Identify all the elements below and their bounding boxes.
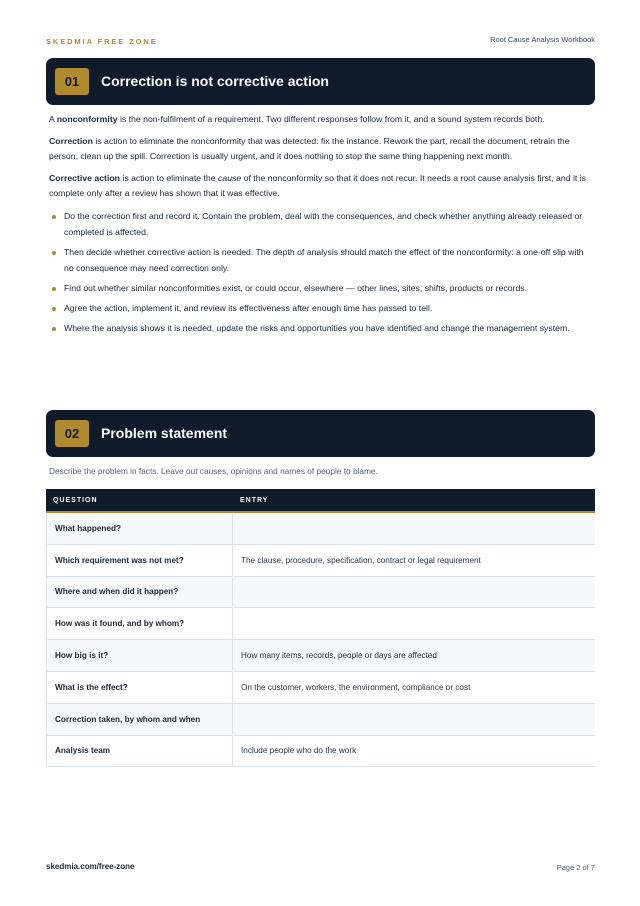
question-cell: How was it found, and by whom? <box>47 608 233 639</box>
entry-cell[interactable] <box>233 704 595 735</box>
section-header-correction <box>46 58 595 105</box>
page-number: Page 2 of 7 <box>556 863 595 872</box>
section-number-badge: 02 <box>55 420 89 447</box>
list-item: Find out whether similar nonconformities exist, or could occur, elsewhere — other lines, sites, shifts, products or records. <box>49 280 595 296</box>
bullet-dot-icon <box>52 251 56 255</box>
list-item: Agree the action, implement it, and review its effectiveness after enough time has passed to tell. <box>49 300 595 316</box>
question-cell: Correction taken, by whom and when <box>47 704 233 735</box>
paragraph-corrective-action: Corrective action is action to eliminate the cause of the nonconformity so that it does not recur. It needs a root cause analysis first, and it is complete only after a review has shown that it was effective. <box>49 172 586 198</box>
table-row <box>46 577 595 609</box>
bullet-dot-icon <box>52 327 56 331</box>
table-row <box>46 513 595 545</box>
question-cell: What happened? <box>47 513 233 544</box>
list-item: Then decide whether corrective action is needed. The depth of analysis should match the effect of the nonconformity: a one-off slip with no consequence may need correction only. <box>49 244 595 276</box>
column-header-question: QUESTION <box>53 496 98 504</box>
table-row <box>46 545 595 577</box>
section-title: Correction is not corrective action <box>101 73 329 89</box>
section-header-problem-statement <box>46 410 595 457</box>
section-intro: Describe the problem in facts. Leave out causes, opinions and names of people to blame. <box>49 466 378 476</box>
table-row <box>46 640 595 672</box>
question-cell: What is the effect? <box>47 672 233 703</box>
table-row <box>46 736 595 768</box>
table-row <box>46 672 595 704</box>
bullet-dot-icon <box>52 287 56 291</box>
section-body-correction <box>49 112 595 340</box>
table-body <box>46 513 595 767</box>
question-cell: Where and when did it happen? <box>47 577 233 608</box>
entry-cell[interactable]: On the customer, workers, the environment, compliance or cost <box>241 682 471 692</box>
table-header <box>46 489 595 513</box>
section-number-badge: 01 <box>55 68 89 95</box>
column-header-entry: ENTRY <box>240 496 269 504</box>
steps-list <box>49 208 595 336</box>
problem-statement-table <box>46 489 595 767</box>
paragraph-correction: Correction is action to eliminate the nonconformity that was detected: fix the instance. Rework the part, recall the document, retrain the person, clean up the spill. Correction is usually urgent, and it does nothing to stop the same thing happening next month. <box>49 135 570 161</box>
entry-cell[interactable] <box>233 513 595 544</box>
brand-label: SKEDMIA FREE ZONE <box>46 37 158 46</box>
entry-cell[interactable]: The clause, procedure, specification, contract or legal requirement <box>241 555 481 565</box>
question-cell: How big is it? <box>47 640 233 671</box>
table-row <box>46 608 595 640</box>
paragraph-nonconformity: A nonconformity is the non-fulfilment of a requirement. Two different responses follow from it, and a sound system records both. <box>49 114 545 124</box>
entry-cell[interactable]: Include people who do the work <box>241 746 357 756</box>
document-title: Root Cause Analysis Workbook <box>490 35 595 44</box>
entry-cell[interactable]: How many items, records, people or days are affected <box>241 651 437 661</box>
bullet-dot-icon <box>52 307 56 311</box>
list-item: Do the correction first and record it. Contain the problem, deal with the consequences, and check whether anything already released or completed is affected. <box>49 208 595 240</box>
question-cell: Which requirement was not met? <box>47 545 233 576</box>
entry-cell[interactable] <box>233 577 595 608</box>
footer-link[interactable]: skedmia.com/free-zone <box>46 862 135 871</box>
bullet-dot-icon <box>52 215 56 219</box>
question-cell: Analysis team <box>47 736 233 767</box>
entry-cell[interactable] <box>233 608 595 639</box>
section-title: Problem statement <box>101 425 228 441</box>
list-item: Where the analysis shows it is needed, update the risks and opportunities you have identified and change the management system. <box>49 320 595 336</box>
table-row <box>46 704 595 736</box>
